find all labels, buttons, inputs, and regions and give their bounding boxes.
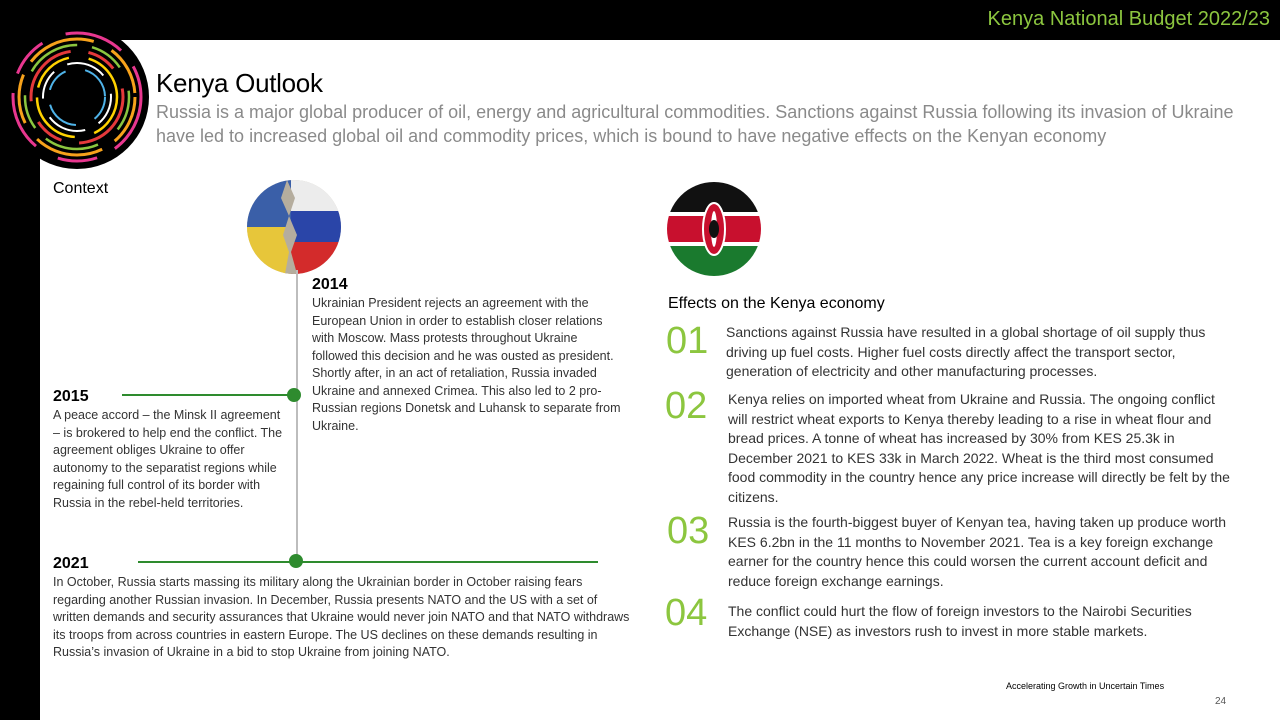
event-description: In October, Russia starts massing its military along the Ukrainian border in October raising fears regarding another Russian invasion. In December, Russia presents NATO and the US with a set of written demands and security assurances that Ukraine would never join NATO and that NATO withdraws its troops from across countries in eastern Europe. The US declines on these demands resulting in Russia’s invasion of Ukraine in a bid to stop Ukraine from joining NATO.: [53, 575, 630, 659]
intro-paragraph: Russia is a major global producer of oil, energy and agricultural commodities. Sanctions against Russia following its invasion of Ukraine have led to increased global oil and commodity prices, which is bound to have negative effects on the Kenyan economy: [156, 102, 1234, 146]
effect-description: Russia is the fourth-biggest buyer of Kenyan tea, having taken up produce worth KES 6.2bn in the 11 months to November 2021. Tea is a key foreign exchange earner for the country hence this could worsen the current account deficit and reduce foreign exchange earnings.: [728, 514, 1227, 589]
kenya-flag-image: [667, 182, 761, 276]
effect-description: The conflict could hurt the flow of foreign investors to the Nairobi Securities Exchange (NSE) as investors rush to invest in more stable markets.: [728, 603, 1192, 639]
event-description: A peace accord – the Minsk II agreement – is brokered to help end the conflict. The agreement obliges Ukraine to offer autonomy to the separatist regions while regaining full control of its border with Russia in the rebel-held territories.: [53, 408, 283, 510]
timeline-connector-2015: [122, 394, 294, 396]
context-heading: Context: [53, 180, 109, 197]
timeline-connector-2021: [138, 561, 598, 563]
timeline-marker-2021: [289, 554, 303, 568]
effect-description: Sanctions against Russia have resulted in a global shortage of oil supply thus driving up fuel costs. Higher fuel costs directly affect the transport sector, generation of electricity and other manufacturing processes.: [726, 324, 1206, 379]
swirl-logo-icon: [2, 22, 152, 172]
effect-number: 04: [665, 592, 708, 634]
budget-title: Kenya National Budget 2022/23: [987, 8, 1270, 30]
russia-ukraine-flag-image: [247, 180, 341, 274]
effect-number: 03: [667, 510, 710, 552]
effect-number: 01: [666, 320, 709, 362]
event-year: 2015: [53, 388, 89, 405]
page-title: Kenya Outlook: [156, 68, 323, 98]
event-year: 2021: [53, 555, 89, 572]
page-number: 24: [1215, 696, 1227, 707]
effect-description: Kenya relies on imported wheat from Ukraine and Russia. The ongoing conflict will restrict wheat exports to Kenya thereby leading to a rise in wheat flour and bread prices. A tonne of wheat has increased by 30% from KES 25.3k in December 2021 to KES 33k in March 2022. Wheat is the third most consumed food commodity in the country hence any price increase will directly be felt by the citizens.: [728, 391, 1230, 505]
event-description: Ukrainian President rejects an agreement with the European Union in order to establish closer relations with Moscow. Mass protests throughout Ukraine followed this decision and he was ousted as president. Shortly after, in an act of retaliation, Russia invaded Ukraine and annexed Crimea. This also led to 2 pro-Russian regions Donetsk and Luhansk to separate from Ukraine.: [312, 296, 621, 433]
event-year: 2014: [312, 276, 348, 293]
timeline-marker-2015: [287, 388, 301, 402]
effect-number: 02: [665, 385, 708, 427]
timeline-vertical-line: [296, 270, 298, 562]
effects-heading: Effects on the Kenya economy: [668, 295, 885, 312]
footer-tagline: Accelerating Growth in Uncertain Times: [1006, 681, 1165, 691]
